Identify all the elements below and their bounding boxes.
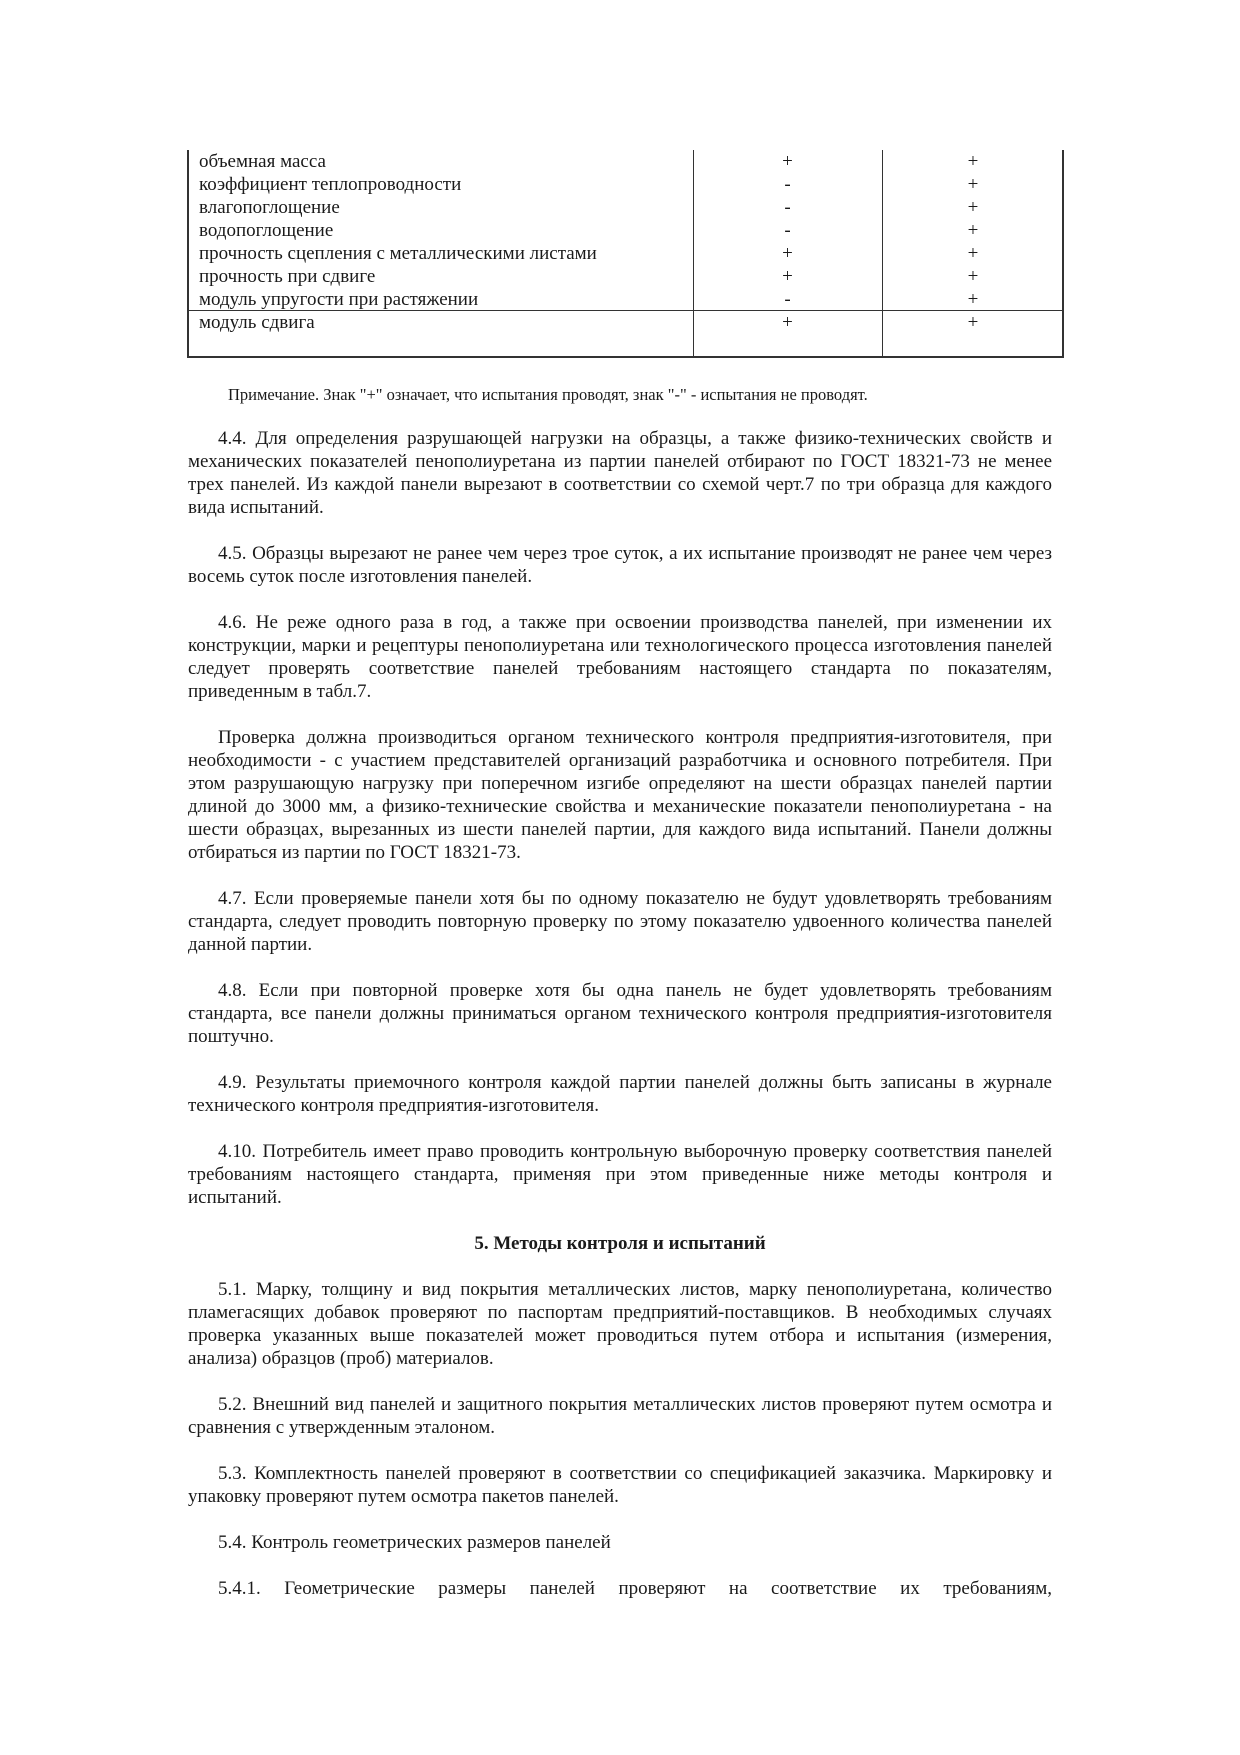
paragraph-5-4: 5.4. Контроль геометрических размеров панелей: [218, 1532, 611, 1553]
paragraph-4-6: 4.6. Не реже одного раза в год, а также при освоении производства панелей, при изменении их конструкции, марки и рецептуры пенополиуретана или технологического процесса изготовления панелей следует проверять соответствие панелей требованиям настоящего стандарта по показателям, приведенным в табл.7.: [188, 612, 1052, 702]
paragraph-4-10: 4.10. Потребитель имеет право проводить контрольную выборочную проверку соответствия панелей требованиям настоящего стандарта, применяя при этом приведенные ниже методы контроля и испытаний.: [188, 1141, 1052, 1208]
row-mark: -: [784, 174, 791, 195]
row-mark: +: [782, 266, 793, 287]
row-property: влагопоглощение: [199, 197, 340, 218]
row-mark: +: [967, 243, 979, 264]
paragraph-4-5: 4.5. Образцы вырезают не ранее чем через трое суток, а их испытание производят не ранее чем через восемь суток после изготовления панелей.: [188, 543, 1052, 587]
table-row: [189, 242, 1062, 265]
row-mark: +: [782, 151, 793, 172]
row-property: прочность сцепления с металлическими листами: [199, 243, 597, 264]
row-mark: +: [967, 174, 979, 195]
paragraph-4-8: 4.8. Если при повторной проверке хотя бы одна панель не будет удовлетворять требованиям стандарта, все панели должны приниматься органом технического контроля предприятия-изготовителя поштучно.: [188, 980, 1052, 1047]
row-property: коэффициент теплопроводности: [199, 174, 462, 195]
row-property: модуль упругости при растяжении: [199, 289, 479, 310]
row-property: объемная масса: [199, 151, 326, 172]
paragraph-4-9: 4.9. Результаты приемочного контроля каждой партии панелей должны быть записаны в журнале технического контроля предприятия-изготовителя.: [188, 1072, 1052, 1116]
row-property: прочность при сдвиге: [199, 266, 376, 287]
row-mark: +: [782, 243, 793, 264]
test-table: [187, 150, 1064, 358]
table-note: Примечание. Знак "+" означает, что испытания проводят, знак "-" - испытания не проводят.: [228, 385, 868, 404]
row-mark: +: [782, 312, 793, 333]
paragraph-4-7: 4.7. Если проверяемые панели хотя бы по одному показателю не будут удовлетворять требованиям стандарта, следует проводить повторную проверку по этому показателю удвоенного количества панелей данной партии.: [188, 888, 1052, 955]
row-mark: +: [967, 220, 979, 241]
paragraph-5-4-1: 5.4.1. Геометрические размеры панелей проверяют на соответствие их требованиям,: [218, 1578, 1052, 1599]
table-row: [189, 265, 1062, 288]
row-mark: -: [784, 220, 791, 241]
section-heading: 5. Методы контроля и испытаний: [474, 1233, 766, 1254]
table-row: [189, 196, 1062, 219]
paragraph-check: Проверка должна производиться органом технического контроля предприятия-изготовителя, при необходимости - с участием представителей организаций разработчика и основного потребителя. При этом разрушающую нагрузку при поперечном изгибе определяют на шести образцах панелей партии длиной до 3000 мм, а физико-технические свойства и механические показатели пенополиуретана - на шести образцах, вырезанных из шести панелей партии, для каждого вида испытаний. Панели должны отбираться из партии по ГОСТ 18321-73.: [188, 727, 1052, 863]
table-row: [189, 311, 1062, 334]
paragraph-5-1: 5.1. Марку, толщину и вид покрытия металлических листов, марку пенополиуретана, количество пламегасящих добавок проверяют по паспортам предприятий-поставщиков. В необходимых случаях проверка указанных выше показателей может проводиться путем отбора и испытания (измерения, анализа) образцов (проб) материалов.: [188, 1279, 1052, 1369]
table-row: [189, 219, 1062, 242]
table-row: [189, 173, 1062, 196]
row-mark: +: [967, 312, 979, 333]
row-mark: -: [784, 197, 791, 218]
paragraph-4-4: 4.4. Для определения разрушающей нагрузки на образцы, а также физико-технических свойств и механических показателей пенополиуретана из партии панелей отбирают по ГОСТ 18321-73 не менее трех панелей. Из каждой панели вырезают в соответствии со схемой черт.7 по три образца для каждого вида испытаний.: [188, 428, 1052, 518]
row-mark: +: [967, 197, 979, 218]
row-mark: +: [967, 266, 979, 287]
row-property: модуль сдвига: [199, 312, 315, 333]
row-mark: -: [784, 289, 791, 310]
row-mark: +: [967, 289, 979, 310]
paragraph-5-2: 5.2. Внешний вид панелей и защитного покрытия металлических листов проверяют путем осмотра и сравнения с утвержденным эталоном.: [188, 1394, 1052, 1438]
paragraph-5-3: 5.3. Комплектность панелей проверяют в соответствии со спецификацией заказчика. Маркировку и упаковку проверяют путем осмотра пакетов панелей.: [188, 1463, 1052, 1507]
row-mark: +: [967, 151, 979, 172]
row-property: водопоглощение: [199, 220, 334, 241]
table-row: [189, 150, 1062, 173]
table-row: [189, 288, 1062, 311]
